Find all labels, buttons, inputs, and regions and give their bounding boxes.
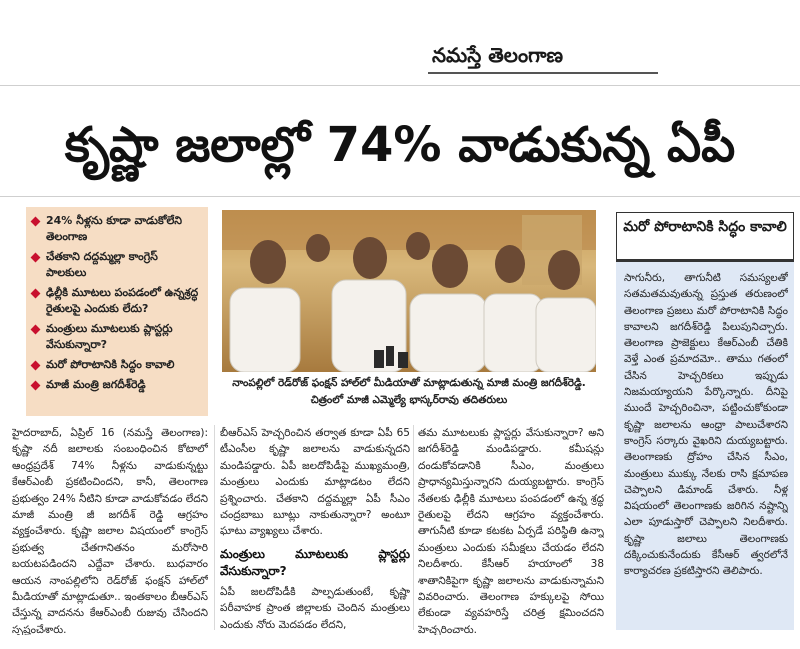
highlight-text: ఢిల్లీకి మూటలు పంపడంలో ఉన్నశ్రద్ధ రైతులపై ఎందుకు లేదు? bbox=[46, 286, 199, 315]
section-subheading: మంత్రులు మూటలుకు ప్లాస్టర్లు వేసుకున్నారా? bbox=[220, 546, 410, 578]
highlight-item bbox=[32, 321, 202, 353]
photo-caption: నాంపల్లిలో రెడ్‌రోజ్ ఫంక్షన్ హాల్‌లో మీడియాతో మాట్లాడుతున్న మాజీ మంత్రి జగదీశ్‌రెడ్డి. చిత్రంలో మాజీ ఎమ్మెల్యే భాస్కర్‌రావు తదితరులు bbox=[232, 377, 586, 406]
headline-divider bbox=[0, 196, 800, 197]
highlight-item bbox=[32, 377, 202, 393]
highlights-list bbox=[32, 213, 202, 393]
highlight-text: చేతకాని దద్దమ్మల్లా కాంగ్రెస్ పాలకులు bbox=[46, 250, 158, 279]
highlight-text: మంత్రులు మూటలుకు ప్లాస్టర్లు వేసుకున్నారా? bbox=[46, 322, 173, 351]
highlights-box bbox=[26, 207, 208, 416]
article-column-1 bbox=[12, 425, 208, 635]
article-column-3 bbox=[418, 425, 604, 635]
masthead-underline bbox=[428, 72, 658, 74]
diamond-bullet-icon bbox=[31, 253, 41, 263]
page-header bbox=[0, 0, 800, 86]
highlight-item bbox=[32, 285, 202, 317]
highlight-item bbox=[32, 213, 202, 245]
sidebar-body: సాగునీరు, తాగునీటి సమస్యలతో సతమతమవుతున్న ప్రస్తుత తరుణంలో తెలంగాణ ప్రజలు మరో పోరాటానికి సిద్ధం కావాలని జగదీశ్‌రెడ్డి పిలుపునిచ్చారు. తెలంగాణ ప్రాజెక్టులు కేఆర్‌ఎంబీ చేతికి వెళ్తే ఎంత ప్రమాదమో.. తాము గతంలో చేసిన హెచ్చరికలు ఇప్పుడు నిజమయ్యాయని పేర్కొన్నారు. దీనిపై ముందే హెచ్చరించినా, పట్టించుకోకుండా కృష్ణా జలాలను ఆంధ్రా పాలుచేశారని కాంగ్రెస్ సర్కారు వైఖరిని దుయ్యబట్టారు. తెలంగాణకు ద్రోహం చేసిన సీఎం, మంత్రులు ముక్కు నేలకు రాసి క్షమాపణ చెప్పాలని డిమాండ్ చేశారు. నీళ్ల విషయంలో తెలంగాణకు జరిగిన నష్టాన్ని ఎలా పూడుస్తారో చెప్పాలని నిలదీశారు. కృష్ణా జలాలు తెలంగాణకు దక్కించుకునేందుకు కేసీఆర్ త్వరలోనే కార్యాచరణ ప్రకటిస్తారని తెలిపారు. bbox=[624, 272, 788, 578]
diamond-bullet-icon bbox=[31, 381, 41, 391]
diamond-bullet-icon bbox=[31, 361, 41, 371]
article-paragraph: బీఆర్‌ఎస్ హెచ్చరించిన తర్వాత కూడా ఏపీ 65 టీఎంసీల కృష్ణా జలాలను వాడుకున్నదని మండిపడ్డారు. ఏపీ జలదోపిడీపై ముఖ్యమంత్రి, మంత్రులు ఎందుకు మాట్లాడటం లేదని ప్రశ్నించారు. చేతకాని దద్దమ్మల్లా ఏపీ సీఎం చంద్రబాబు బూట్లు నాకుతున్నారా? అంటూ ఘాటు వ్యాఖ్యలు చేశారు. bbox=[220, 427, 410, 538]
highlight-text: మాజీ మంత్రి జగదీశ్‌రెడ్డి bbox=[46, 378, 146, 391]
newspaper-name: నమస్తే తెలంగాణ bbox=[432, 43, 564, 67]
diamond-bullet-icon bbox=[31, 325, 41, 335]
highlight-text: 24% నీళ్లను కూడా వాడుకోలేని తెలంగాణ bbox=[46, 214, 182, 243]
column-divider bbox=[413, 425, 414, 630]
article-paragraph: హైదరాబాద్, ఏప్రిల్ 16 (నమస్తే తెలంగాణ): కృష్ణా నదీ జలాలకు సంబంధించిన కోటాలో ఆంధ్రప్రదేశ్ 74% నీళ్లను వాడుకున్నట్టు కేఆర్‌ఎంబీ ప్రకటించిందని, కానీ, తెలంగాణ ప్రభుత్వం 24% నీటిని కూడా వాడుకోవడం లేదని మాజీ మంత్రి జీ జగదీశ్ రెడ్డి ఆగ్రహం వ్యక్తంచేశారు. కృష్ణా జలాల విషయంలో కాంగ్రెస్ ప్రభుత్వ చేతగానితనం మరోసారి బయటపడిందని ఎద్దేవా చేశారు. బుధవారం ఆయన నాంపల్లిలోని రెడ్‌రోజ్ ఫంక్షన్ హాల్‌లో మీడియాతో మాట్లాడుతూ.. ఇంతకాలం బీఆర్‌ఎస్ చేస్తున్న వాదనను కేఆర్‌ఎంబీ రుజువు చేసిందని స్పష్టంచేశారు. bbox=[12, 427, 208, 635]
sidebar-title: మరో పోరాటానికి సిద్ధం కావాలి bbox=[616, 212, 794, 262]
press-meet-illustration bbox=[222, 210, 596, 372]
highlight-text: మరో పోరాటానికి సిద్ధం కావాలి bbox=[46, 358, 175, 371]
column-divider bbox=[214, 425, 215, 630]
diamond-bullet-icon bbox=[31, 217, 41, 227]
article-paragraph: ఏపీ జలదోపిడీకి పాల్పడుతుంటే, కృష్ణా పరీవాహక ప్రాంత జిల్లాలకు చెందిన మంత్రులు ఎందుకు నోరు మెదపడం లేదని, bbox=[220, 585, 410, 631]
headline: కృష్ణా జలాల్లో 74% వాడుకున్న ఏపీ bbox=[64, 117, 736, 173]
highlight-item bbox=[32, 249, 202, 281]
article-column-2 bbox=[220, 425, 410, 635]
diamond-bullet-icon bbox=[31, 289, 41, 299]
news-photo bbox=[222, 210, 596, 372]
sidebar-box bbox=[616, 212, 794, 630]
highlight-item bbox=[32, 357, 202, 373]
article-paragraph: తమ మూటలుకు ప్లాస్టర్లు వేసుకున్నారా? అని జగదీశ్‌రెడ్డి మండిపడ్డారు. కమీషన్లు దండుకోవడానికి సీఎం, మంత్రులు ప్రాధాన్యమిస్తున్నారని దుయ్యబట్టారు. కాంగ్రెస్ నేతలకు ఢిల్లీకి మూటలు పంపడంలో ఉన్న శ్రద్ధ రైతులపై లేదని ఆగ్రహం వ్యక్తంచేశారు. తాగునీటి కూడా కటకట ఏర్పడే పరిస్థితి ఉన్నా మంత్రులు ఎందుకు సమీక్షలు చేయడం లేదని నిలదీశారు. కేసీఆర్ హయాంలో 38 శాతానికిపైగా కృష్ణా జలాలను వాడుకున్నామని వివరించారు. తెలంగాణ హక్కులపై సోయి లేకుండా వ్యవహరిస్తే చరిత్ర క్షమించదని హెచ్చరించారు. bbox=[418, 427, 604, 635]
